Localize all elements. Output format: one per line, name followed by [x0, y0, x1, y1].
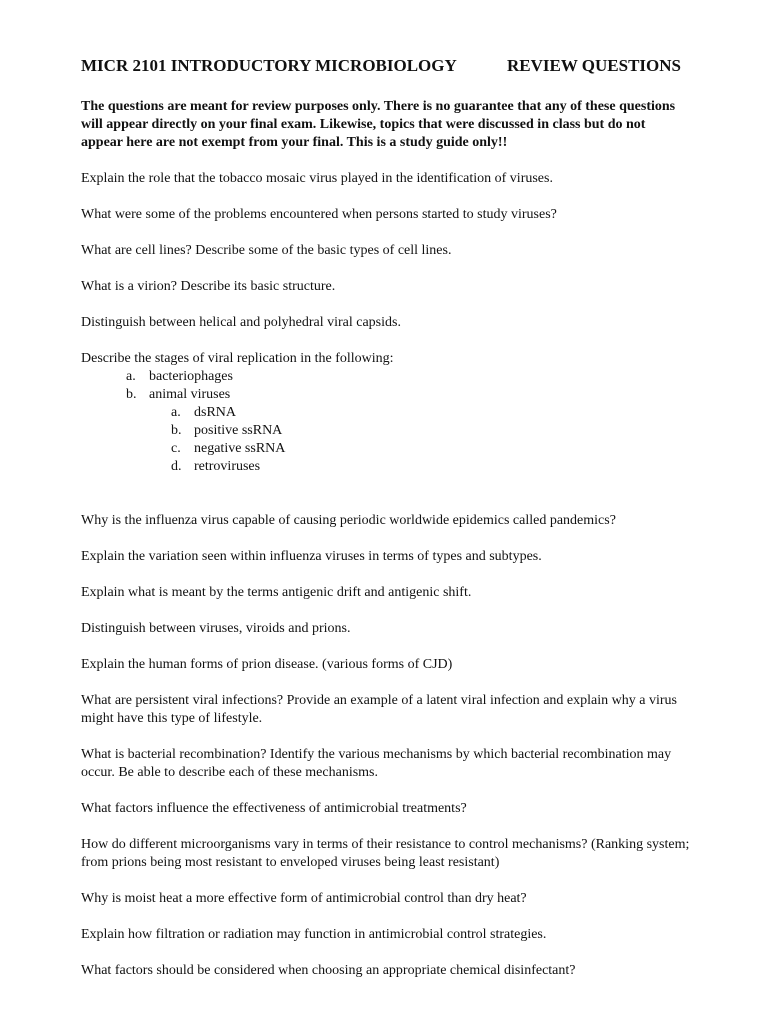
question-6: Describe the stages of viral replication in the following:	[81, 351, 394, 366]
question-12: What are persistent viral infections? Provide an example of a latent viral infection and explain why a virus might have this type of lifestyle.	[81, 693, 677, 726]
list-item-text: animal viruses	[149, 387, 231, 402]
question-1: Explain the role that the tobacco mosaic virus played in the identification of viruses.	[81, 171, 553, 186]
replication-list	[81, 368, 701, 476]
list-marker: b.	[126, 387, 137, 402]
list-marker: d.	[171, 459, 182, 474]
list-marker: c.	[171, 441, 181, 456]
question-16: Why is moist heat a more effective form of antimicrobial control than dry heat?	[81, 891, 527, 906]
question-8: Explain the variation seen within influenza viruses in terms of types and subtypes.	[81, 549, 542, 564]
document-page	[81, 56, 701, 980]
question-5: Distinguish between helical and polyhedral viral capsids.	[81, 315, 401, 330]
list-item-text: dsRNA	[194, 405, 237, 420]
question-18: What factors should be considered when choosing an appropriate chemical disinfectant?	[81, 963, 576, 978]
sub-list-item	[81, 422, 701, 440]
question-13: What is bacterial recombination? Identify the various mechanisms by which bacterial recombination may occur. Be able to describe each of these mechanisms.	[81, 747, 672, 780]
document-header	[81, 56, 701, 76]
sub-list-item	[81, 440, 701, 458]
list-marker: a.	[126, 369, 136, 384]
question-14: What factors influence the effectiveness of antimicrobial treatments?	[81, 801, 467, 816]
disclaimer: The questions are meant for review purposes only. There is no guarantee that any of these questions will appear directly on your final exam. Likewise, topics that were discussed in class but do not appear here are not exempt from your final. This is a study guide only!!	[81, 99, 676, 150]
question-9: Explain what is meant by the terms antigenic drift and antigenic shift.	[81, 585, 472, 600]
question-2: What were some of the problems encountered when persons started to study viruses?	[81, 207, 557, 222]
list-item-text: positive ssRNA	[194, 423, 283, 438]
list-item-text: bacteriophages	[149, 369, 233, 384]
question-17: Explain how filtration or radiation may function in antimicrobial control strategies.	[81, 927, 547, 942]
question-10: Distinguish between viruses, viroids and prions.	[81, 621, 351, 636]
question-3: What are cell lines? Describe some of the basic types of cell lines.	[81, 243, 452, 258]
list-item	[81, 386, 701, 404]
list-item-text: retroviruses	[194, 459, 261, 474]
list-marker: b.	[171, 423, 182, 438]
question-7: Why is the influenza virus capable of causing periodic worldwide epidemics called pandemics?	[81, 513, 616, 528]
course-title: MICR 2101 INTRODUCTORY MICROBIOLOGY	[81, 56, 457, 75]
question-15: How do different microorganisms vary in terms of their resistance to control mechanisms? (Ranking system; from prions being most resistant to enveloped viruses being least resistant)	[81, 837, 690, 870]
list-item	[81, 368, 701, 386]
sub-list-item	[81, 458, 701, 476]
question-4: What is a virion? Describe its basic structure.	[81, 279, 336, 294]
sub-list-item	[81, 404, 701, 422]
question-11: Explain the human forms of prion disease. (various forms of CJD)	[81, 657, 453, 672]
list-marker: a.	[171, 405, 181, 420]
list-item-text: negative ssRNA	[194, 441, 286, 456]
document-type: REVIEW QUESTIONS	[507, 56, 681, 75]
